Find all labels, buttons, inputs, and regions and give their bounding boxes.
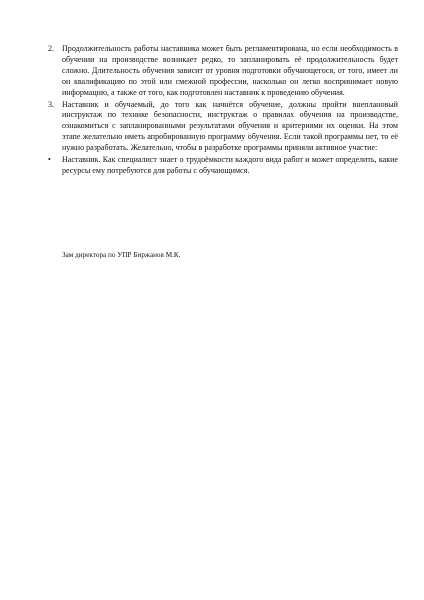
list-item-bullet: [48, 155, 398, 177]
list-item-2: [48, 44, 398, 99]
list-item-text: Наставник и обучаемый, до того как начнётся обучение, должны пройти внеплановый инструктаж по технике безопасности, инструктаж о правилах обучения на производстве, ознакомиться с запланированными результатами обучения и критериями их оценки. На этом этапе желательно иметь апробированную программу обучения. Если такой программы нет, то её нужно разработать. Желательно, чтобы в разработке программы приняли активное участие:: [62, 99, 398, 153]
numbered-list: [48, 44, 398, 178]
list-marker: 3.: [48, 99, 55, 109]
list-item-3: [48, 99, 398, 155]
list-item-text: Продолжительность работы наставника может быть регламентирована, но если необходимость в обучении на производстве возникает редко, то запланировать её продолжительность будет сложно. Длительность обучения зависит от уровня подготовки обучающегося, от того, имеет ли он квалификацию по этой или смежной профессии, насколько он легко воспринимает новую информацию, а также от того, как подготовлен наставник к проведению обучения.: [62, 44, 398, 97]
list-marker: 2.: [48, 44, 55, 53]
bullet-marker: •: [48, 155, 51, 165]
signature-line: Зам директора по УПР Биржанов М.К.: [62, 251, 181, 259]
list-item-text: Наставник. Как специалист знает о трудоёмкости каждого вида работ и может определить, какие ресурсы ему потребуются для работы с обучающимся.: [62, 155, 398, 175]
